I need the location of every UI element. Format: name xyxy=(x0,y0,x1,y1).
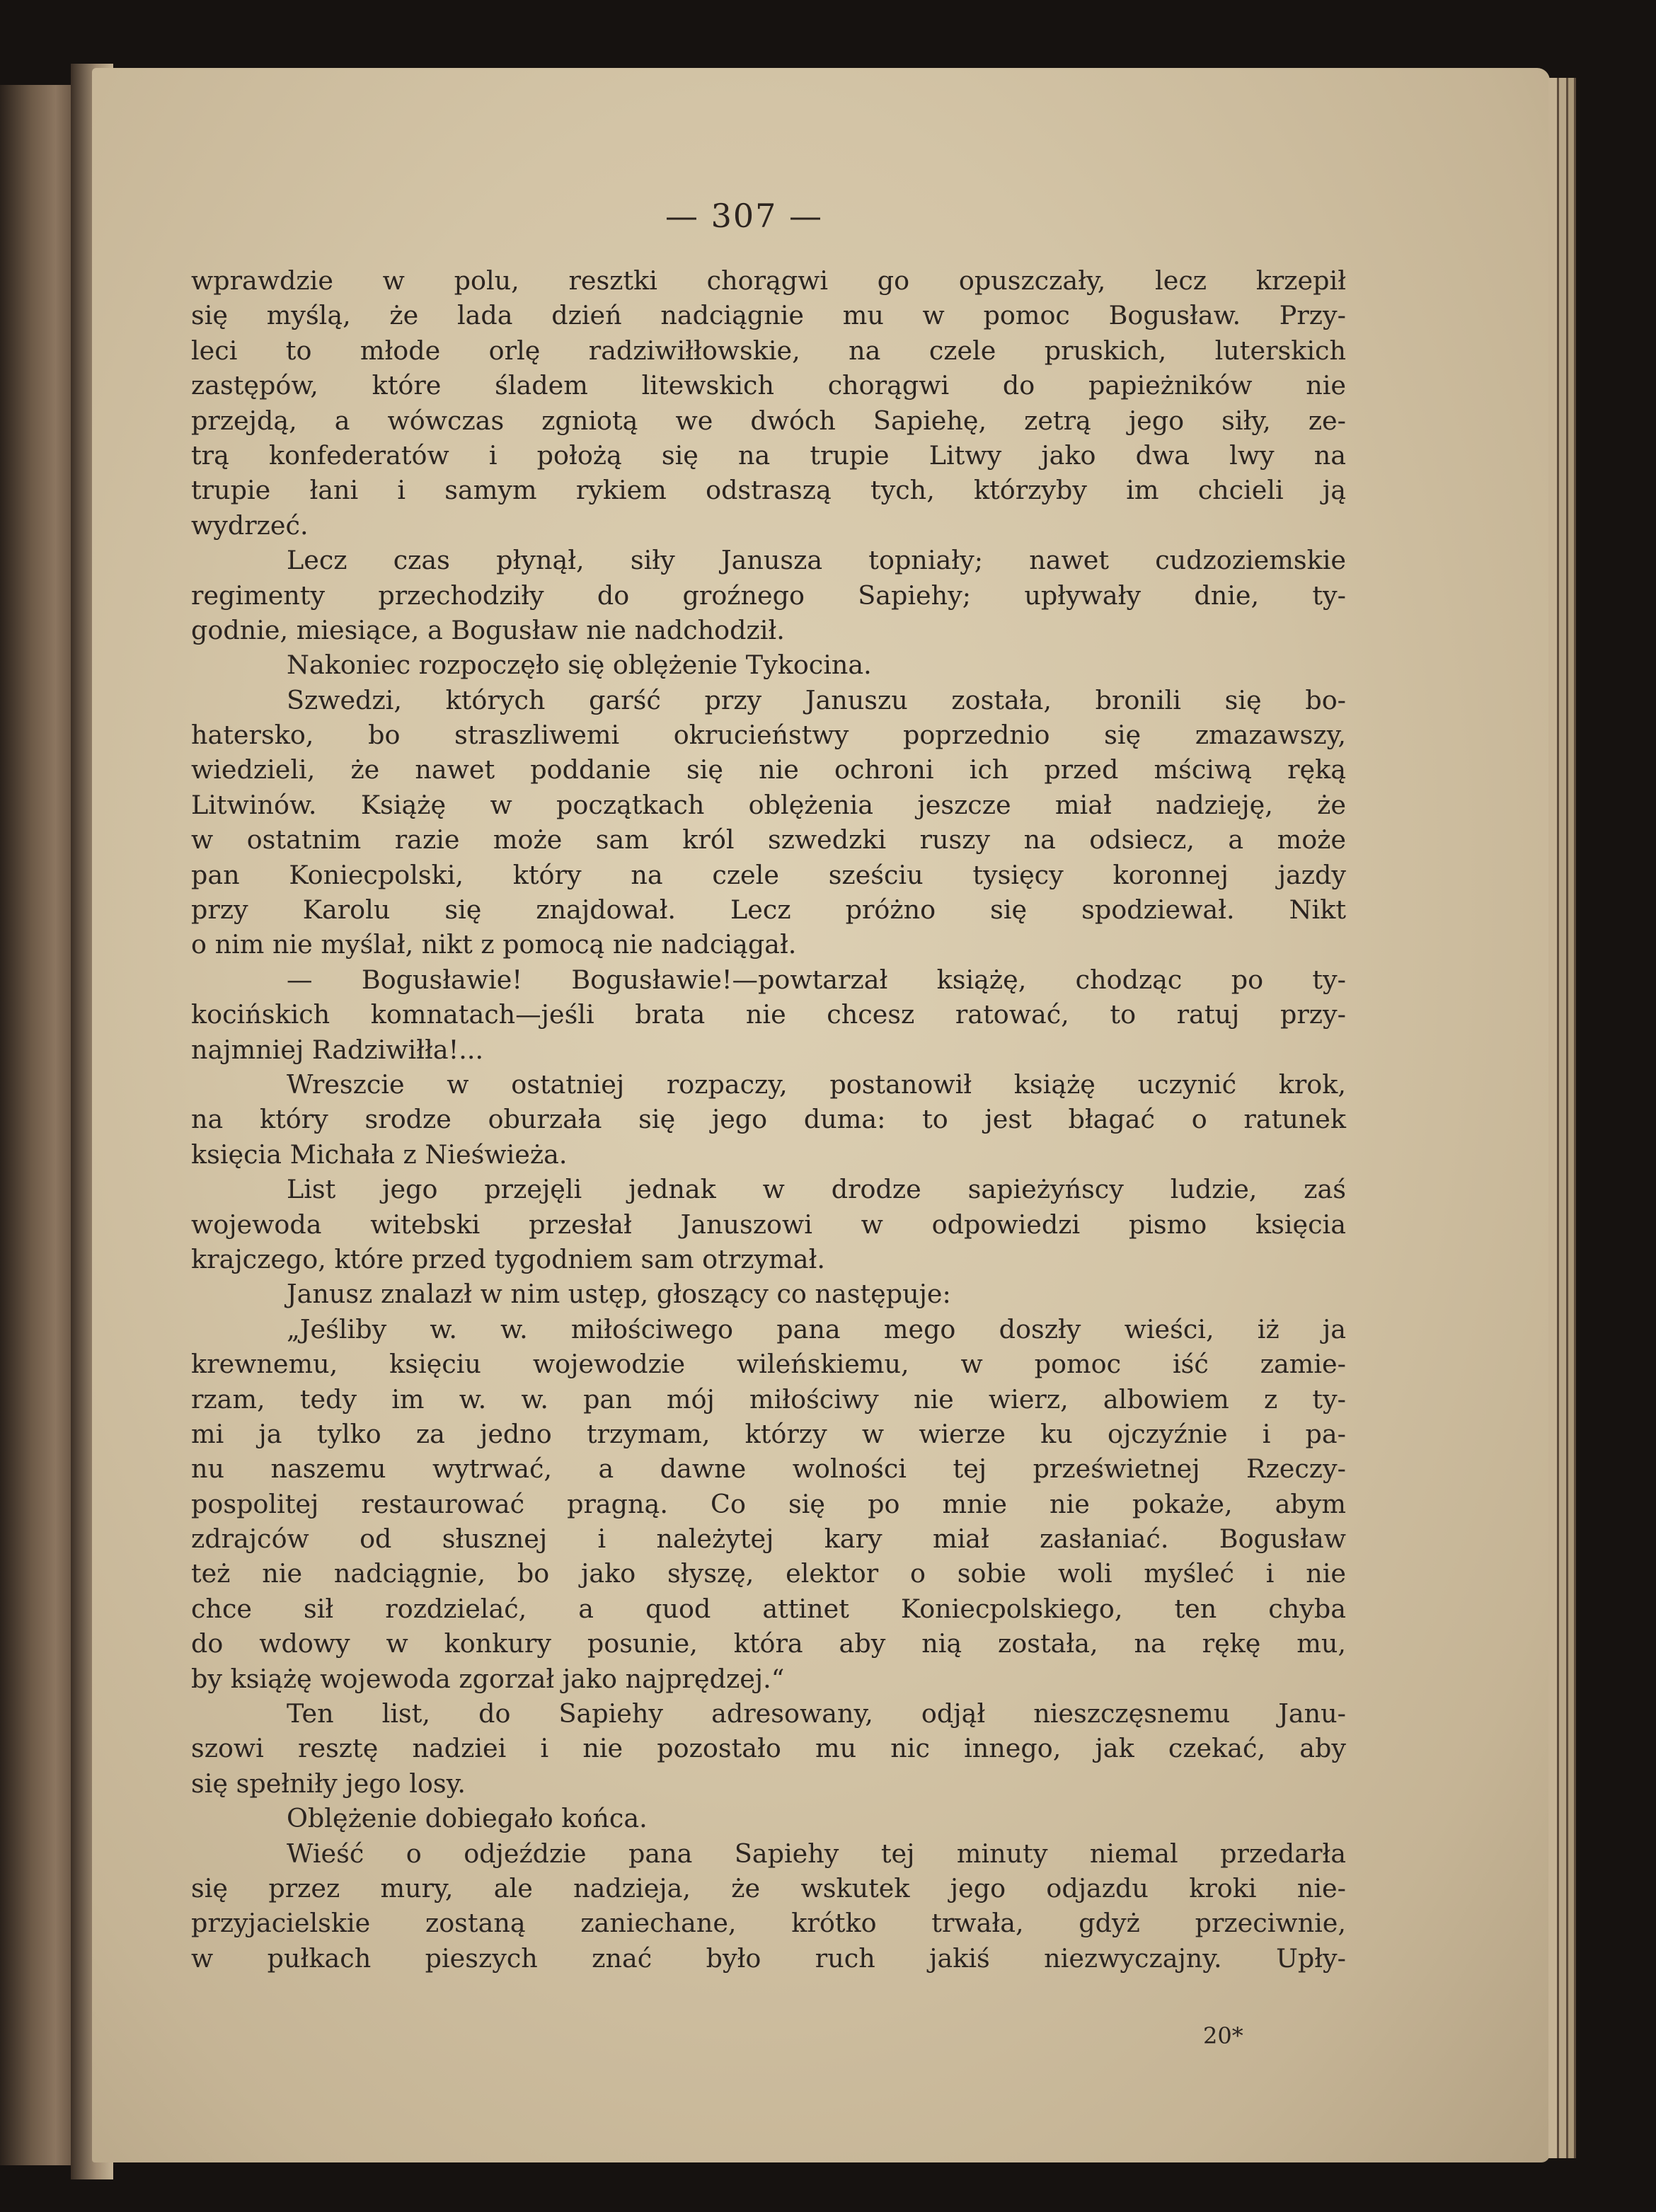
text-line: regimenty przechodziły do groźnego Sapiehy; upływały dnie, ty- xyxy=(191,580,1346,611)
page-edge xyxy=(1548,78,1559,2158)
text-line: Janusz znalazł w nim ustęp, głoszący co następuje: xyxy=(287,1279,951,1310)
text-line: krajczego, które przed tygodniem sam otrzymał. xyxy=(191,1243,825,1274)
text-line: Wieść o odjeździe pana Sapiehy tej minuty niemal przedarła xyxy=(287,1838,1346,1869)
text-line: mi ja tylko za jedno trzymam, którzy w wierze ku ojczyźnie i pa- xyxy=(191,1418,1346,1449)
text-line: „Jeśliby w. w. miłościwego pana mego doszły wieści, iż ja xyxy=(287,1313,1346,1344)
previous-page-edge xyxy=(0,85,79,2165)
text-line: w pułkach pieszych znać było ruch jakiś niezwyczajny. Upły- xyxy=(191,1942,1346,1974)
text-line: nu naszemu wytrwać, a dawne wolności tej prześwietnej Rzeczy- xyxy=(191,1453,1346,1485)
text-line: pan Koniecpolski, który na czele sześciu tysięcy koronnej jazdy xyxy=(191,859,1346,890)
text-line: godnie, miesiące, a Bogusław nie nadchodził. xyxy=(191,614,785,645)
text-line: szowi resztę nadziei i nie pozostało mu nic innego, jak czekać, aby xyxy=(191,1733,1346,1764)
text-line: Lecz czas płynął, siły Janusza topniały; nawet cudzoziemskie xyxy=(287,545,1346,576)
text-line: Nakoniec rozpoczęło się oblężenie Tykocina. xyxy=(287,650,872,681)
text-line: Wreszcie w ostatniej rozpaczy, postanowił książę uczynić krok, xyxy=(287,1068,1346,1100)
text-line: trupie łani i samym rykiem odstraszą tych, którzyby im chcieli ją xyxy=(191,475,1346,506)
text-line: na który srodze oburzała się jego duma: to jest błagać o ratunek xyxy=(191,1104,1346,1135)
text-line: krewnemu, księciu wojewodzie wileńskiemu, w pomoc iść zamie- xyxy=(191,1349,1346,1380)
text-line: wprawdzie w polu, resztki chorągwi go opuszczały, lecz krzepił xyxy=(191,265,1346,296)
text-line: przyjacielskie zostaną zaniechane, krótko trwała, gdyż przeciwnie, xyxy=(191,1908,1346,1939)
text-line: do wdowy w konkury posunie, która aby nią została, na rękę mu, xyxy=(191,1628,1346,1659)
text-line: kocińskich komnatach—jeśli brata nie chcesz ratować, to ratuj przy- xyxy=(191,999,1346,1030)
text-line: by książę wojewoda zgorzał jako najprędzej.“ xyxy=(191,1663,785,1694)
text-line: Litwinów. Książę w początkach oblężenia jeszcze miał nadzieję, że xyxy=(191,789,1346,820)
text-line: List jego przejęli jednak w drodze sapieżyńscy ludzie, zaś xyxy=(287,1174,1346,1205)
text-line: wiedzieli, że nawet poddanie się nie ochroni ich przed mściwą ręką xyxy=(191,754,1346,785)
text-line: przejdą, a wówczas zgniotą we dwóch Sapiehę, zetrą jego siły, ze- xyxy=(191,405,1346,436)
text-line: zastępów, które śladem litewskich chorągwi do papieżników nie xyxy=(191,370,1346,401)
text-line: w ostatnim razie może sam król szwedzki ruszy na odsiecz, a może xyxy=(191,824,1346,856)
text-line: Oblężenie dobiegało końca. xyxy=(287,1803,648,1834)
text-line: wydrzeć. xyxy=(191,509,309,541)
text-line: się myślą, że lada dzień nadciągnie mu w pomoc Bogusław. Przy- xyxy=(191,300,1346,331)
text-line: o nim nie myślał, nikt z pomocą nie nadciągał. xyxy=(191,929,797,960)
text-line: Ten list, do Sapiehy adresowany, odjął nieszczęsnemu Janu- xyxy=(287,1698,1346,1729)
page-number: — 307 — xyxy=(665,197,824,235)
text-line: też nie nadciągnie, bo jako słyszę, elektor o sobie woli myśleć i nie xyxy=(191,1558,1346,1589)
signature-mark: 20* xyxy=(1203,2022,1243,2049)
text-line: — Bogusławie! Bogusławie!—powtarzał książę, chodząc po ty- xyxy=(287,964,1346,995)
text-line: pospolitej restaurować pragną. Co się po mnie nie pokaże, abym xyxy=(191,1488,1346,1519)
text-line: wojewoda witebski przesłał Januszowi w odpowiedzi pismo księcia xyxy=(191,1209,1346,1240)
text-line: księcia Michała z Nieświeża. xyxy=(191,1139,568,1170)
body-text xyxy=(191,263,1346,1976)
text-line: przy Karolu się znajdował. Lecz próżno się spodziewał. Nikt xyxy=(191,894,1346,926)
text-line: Szwedzi, których garść przy Januszu została, bronili się bo- xyxy=(287,684,1346,715)
text-line: rzam, tedy im w. w. pan mój miłościwy nie wierz, albowiem z ty- xyxy=(191,1383,1346,1415)
page-edge xyxy=(1559,78,1568,2158)
text-line: chce sił rozdzielać, a quod attinet Koniecpolskiego, ten chyba xyxy=(191,1593,1346,1624)
page-edge xyxy=(1568,78,1576,2158)
text-line: się spełniły jego losy. xyxy=(191,1768,466,1799)
text-line: leci to młode orlę radziwiłłowskie, na czele pruskich, luterskich xyxy=(191,335,1346,366)
text-line: się przez mury, ale nadzieja, że wskutek jego odjazdu kroki nie- xyxy=(191,1872,1346,1903)
text-line: zdrajców od słusznej i należytej kary miał zasłaniać. Bogusław xyxy=(191,1523,1346,1555)
text-line: trą konfederatów i położą się na trupie Litwy jako dwa lwy na xyxy=(191,439,1346,471)
text-line: najmniej Radziwiłła!... xyxy=(191,1034,484,1065)
text-line: hatersko, bo straszliwemi okrucieństwy poprzednio się zmazawszy, xyxy=(191,720,1346,751)
